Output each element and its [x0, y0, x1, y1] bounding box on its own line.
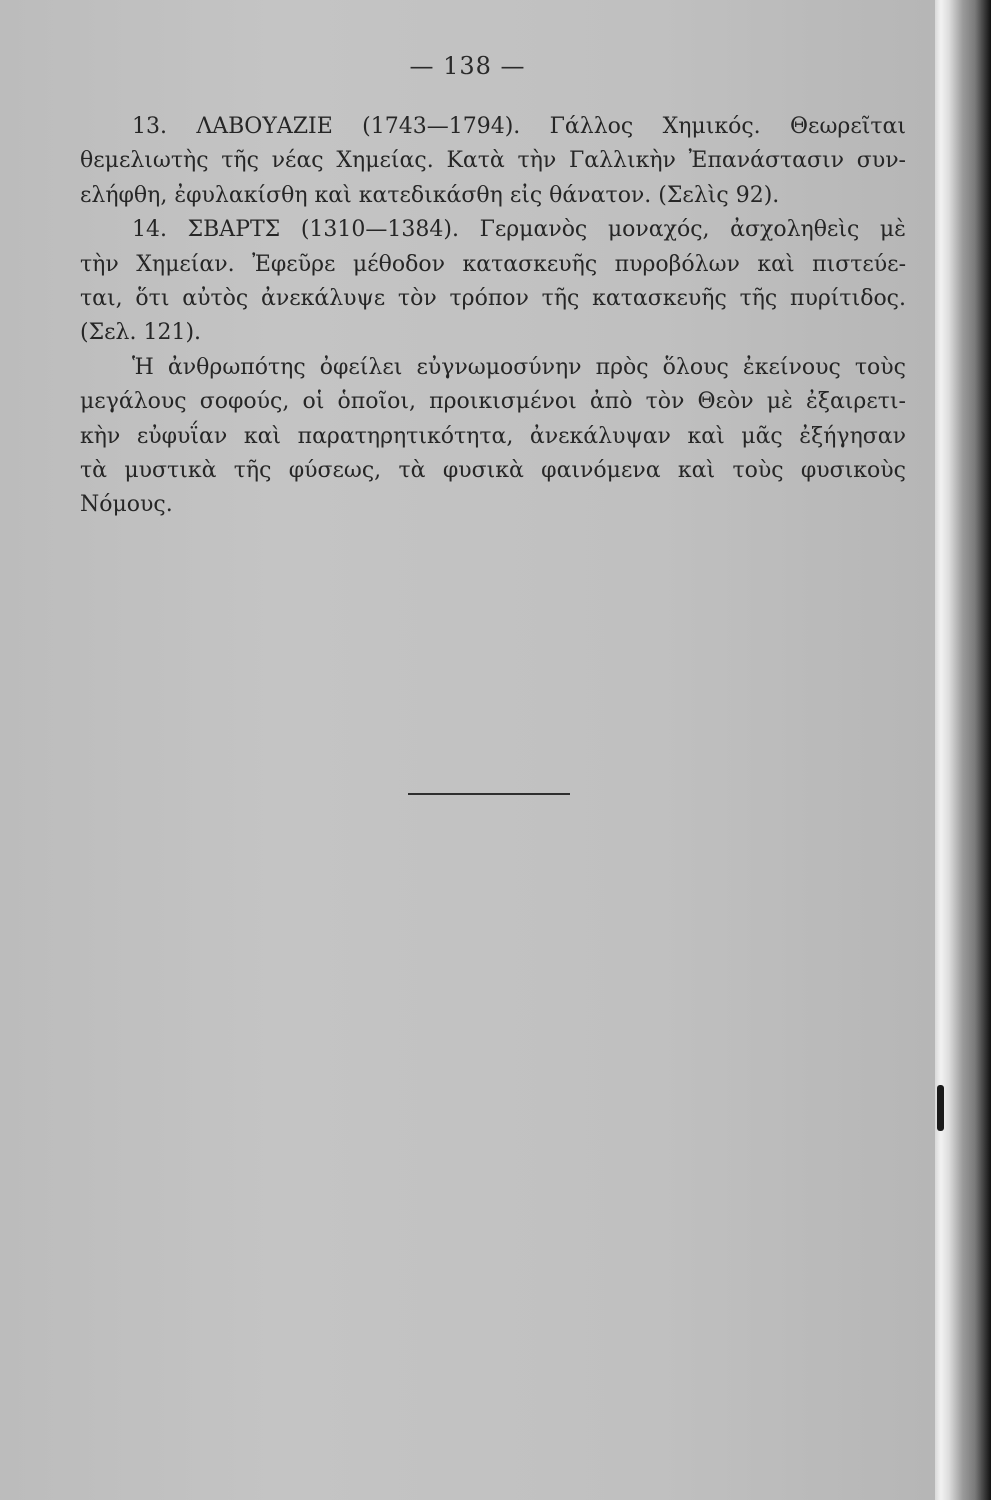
text-line: τὴν Χημείαν. Ἐφεῦρε μέθοδον κατασκευῆς πυροβόλων καὶ πιστεύε- — [80, 251, 906, 277]
text-line: (Σελ. 121). — [80, 320, 202, 346]
section-divider-rule — [408, 793, 570, 795]
book-binding-edge — [935, 0, 991, 1500]
text-line: τὰ μυστικὰ τῆς φύσεως, τὰ φυσικὰ φαινόμενα καὶ τοὺς φυσικοὺς — [80, 457, 906, 483]
entry-lavoisier — [80, 110, 906, 213]
text-line: θεμελιωτὴς τῆς νέας Χημείας. Κατὰ τὴν Γαλλικὴν Ἐπανάστασιν συν- — [80, 148, 906, 174]
text-line: 13. ΛΑΒΟΥΑΖΙΕ (1743—1794). Γάλλος Χημικός. Θεωρεῖται — [132, 114, 906, 139]
text-line: ται, ὅτι αὐτὸς ἀνεκάλυψε τὸν τρόπον τῆς κατασκευῆς τῆς πυρίτιδος. — [80, 285, 906, 311]
text-line: Νόμους. — [80, 492, 173, 518]
closing-paragraph — [80, 351, 906, 523]
text-line: ελήφθη, ἐφυλακίσθη καὶ κατεδικάσθη εἰς θάνατον. (Σελὶς 92). — [80, 182, 780, 208]
page-number: — 138 — — [409, 52, 526, 80]
entry-schwarz — [80, 213, 906, 351]
text-line: 14. ΣΒΑΡΤΣ (1310—1384). Γερμανὸς μοναχός, ἀσχοληθεὶς μὲ — [132, 217, 906, 243]
text-line: μεγάλους σοφούς, οἱ ὁποῖοι, προικισμένοι ἀπὸ τὸν Θεὸν μὲ ἐξαιρετι- — [80, 389, 906, 415]
text-line: Ἡ ἀνθρωπότης ὀφείλει εὐγνωμοσύνην πρὸς ὅλους ἐκείνους τοὺς — [132, 354, 906, 380]
text-line: κὴν εὐφυΐαν καὶ παρατηρητικότητα, ἀνεκάλυψαν καὶ μᾶς ἐξήγησαν — [80, 423, 906, 449]
binding-mark — [937, 1085, 944, 1131]
page-body — [80, 110, 906, 523]
